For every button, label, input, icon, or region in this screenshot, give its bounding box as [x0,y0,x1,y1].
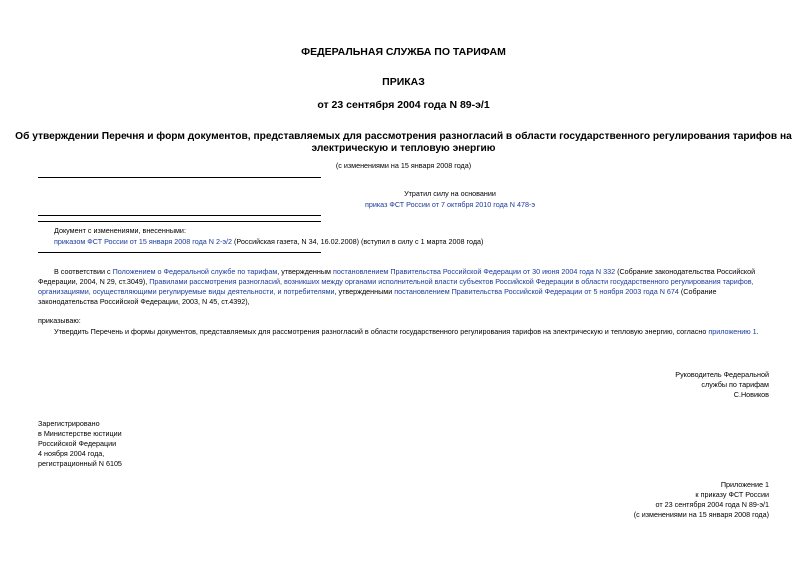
basis-line-1: В соответствии с Положением о Федеральной службе по тарифам, утвержденным постановлением Правительства Российской Федерации от 30 июня 2004 года N 332 (Собрание законодательства Российской [54,267,756,276]
document-date: от 23 сентября 2004 года N 89-э/1 [317,99,490,111]
changes-label: Документ с изменениями, внесенными: [54,226,186,235]
government-decree-332-link[interactable]: постановлением Правительства Российской Федерации от 30 июня 2004 года N 332 [332,267,616,276]
amendments-note: (с изменениями на 15 января 2008 года) [335,161,472,170]
document-title-line2: электрическую и тепловую энергию [311,143,496,154]
divider [38,221,321,222]
basis-paragraph [38,267,768,307]
basis-line-2: Федерации, 2004, N 29, ст.3049), Правилами рассмотрения разногласий, возникших между органами исполнительной власти субъектов Российской Федерации в области государственного регулирования тарифов, [38,277,754,286]
appendix-number: Приложение 1 [720,480,769,489]
basis-line-4: законодательства Российской Федерации, 2003, N 45, ст.4392), [38,297,250,306]
document-type: ПРИКАЗ [382,76,425,88]
divider [38,177,321,178]
changes-source: (Российская газета, N 34, 16.02.2008) (вступил в силу с 1 марта 2008 года) [232,237,484,246]
fst-regulation-link[interactable]: Положением о Федеральной службе по тарифам [112,267,278,276]
divider [38,252,321,253]
registration-block: Зарегистрировано в Министерстве юстиции Российской Федерации 4 ноября 2004 года, регистрационный N 6105 [38,419,122,468]
disagreement-rules-link[interactable]: Правилами рассмотрения разногласий, возникших между органами исполнительной власти субъектов Российской Федерации в области государственного регулирования тарифов, [149,277,754,286]
disagreement-rules-link-cont[interactable]: организациями, осуществляющими регулируемые виды деятельности, и потребителями [38,287,335,296]
signatory-name: С.Новиков [733,390,769,399]
appendix-header: Приложение 1 к приказу ФСТ России от 23 сентября 2004 года N 89-э/1 (с изменениями на 15 января 2008 года) [633,480,769,519]
expired-by-order-link[interactable]: приказ ФСТ России от 7 октября 2010 года N 478-э [364,200,536,209]
amending-order-link[interactable]: приказом ФСТ России от 15 января 2008 года N 2-э/2 [54,237,233,246]
order-paragraph: Утвердить Перечень и формы документов, представляемых для рассмотрения разногласий в области государственного регулирования тарифов на электрическую и тепловую энергию, согласно приложению 1. [54,327,759,336]
government-decree-674-link[interactable]: постановлением Правительства Российской Федерации от 5 ноября 2003 года N 674 [394,287,679,296]
divider [38,215,321,216]
appendix-1-link[interactable]: приложению 1 [708,327,757,336]
expired-notice: Утратил силу на основании [404,189,496,198]
document-title-line1: Об утверждении Перечня и форм документов, представляемых для рассмотрения разногласий в области государственного регулирования тарифов на [15,131,792,142]
signatory-position: Руководитель Федеральной [675,370,769,379]
agency-name: ФЕДЕРАЛЬНАЯ СЛУЖБА ПО ТАРИФАМ [301,46,506,58]
signature-block [675,370,769,400]
order-word: приказываю: [38,316,81,325]
basis-line-3: организациями, осуществляющими регулируемые виды деятельности, и потребителями, утвержденными постановлением Правительства Российской Федерации от 5 ноября 2003 года N 674 (Собрание [38,287,717,296]
signatory-agency: службы по тарифам [701,380,769,389]
changes-line [54,237,483,247]
